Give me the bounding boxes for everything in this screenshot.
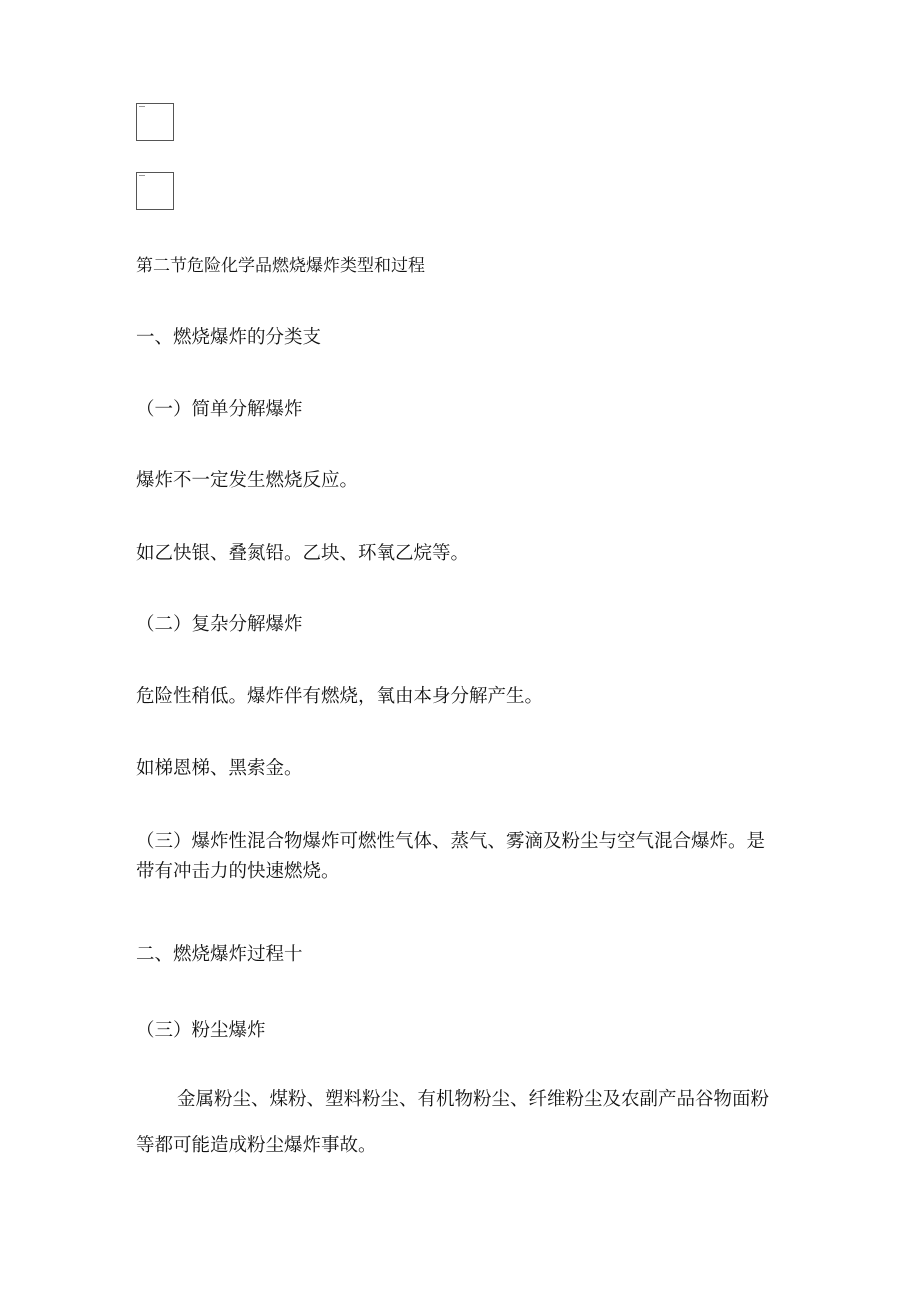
image-placeholder-2 (136, 172, 174, 210)
image-placeholder-1 (136, 103, 174, 141)
subsection-heading-4: （三）粉尘爆炸 (136, 1020, 266, 1041)
page-title: 第二节危险化学品燃烧爆炸类型和过程 (136, 256, 425, 276)
body-text-3: 危险性稍低。爆炸伴有燃烧，氧由本身分解产生。 (136, 686, 544, 707)
body-text-4: 如梯恩梯、黑索金。 (136, 758, 303, 779)
body-text-2: 如乙快银、叠氮铅。乙块、环氧乙烷等。 (136, 543, 470, 564)
body-text-1: 爆炸不一定发生燃烧反应。 (136, 470, 359, 491)
subsection-heading-2: （二）复杂分解爆炸 (136, 614, 303, 635)
section-heading-2: 二、燃烧爆炸过程十 (136, 944, 303, 965)
subsection-paragraph-3: （三）爆炸性混合物爆炸可燃性气体、蒸气、雾滴及粉尘与空气混合爆炸。是带有冲击力的快速燃烧。 (136, 831, 766, 882)
subsection-paragraph-4: 金属粉尘、煤粉、塑料粉尘、有机物粉尘、纤维粉尘及农副产品谷物面粉等都可能造成粉尘爆炸事故。 (136, 1089, 770, 1156)
subsection-heading-1: （一）简单分解爆炸 (136, 399, 303, 420)
section-heading-1: 一、燃烧爆炸的分类支 (136, 327, 322, 348)
